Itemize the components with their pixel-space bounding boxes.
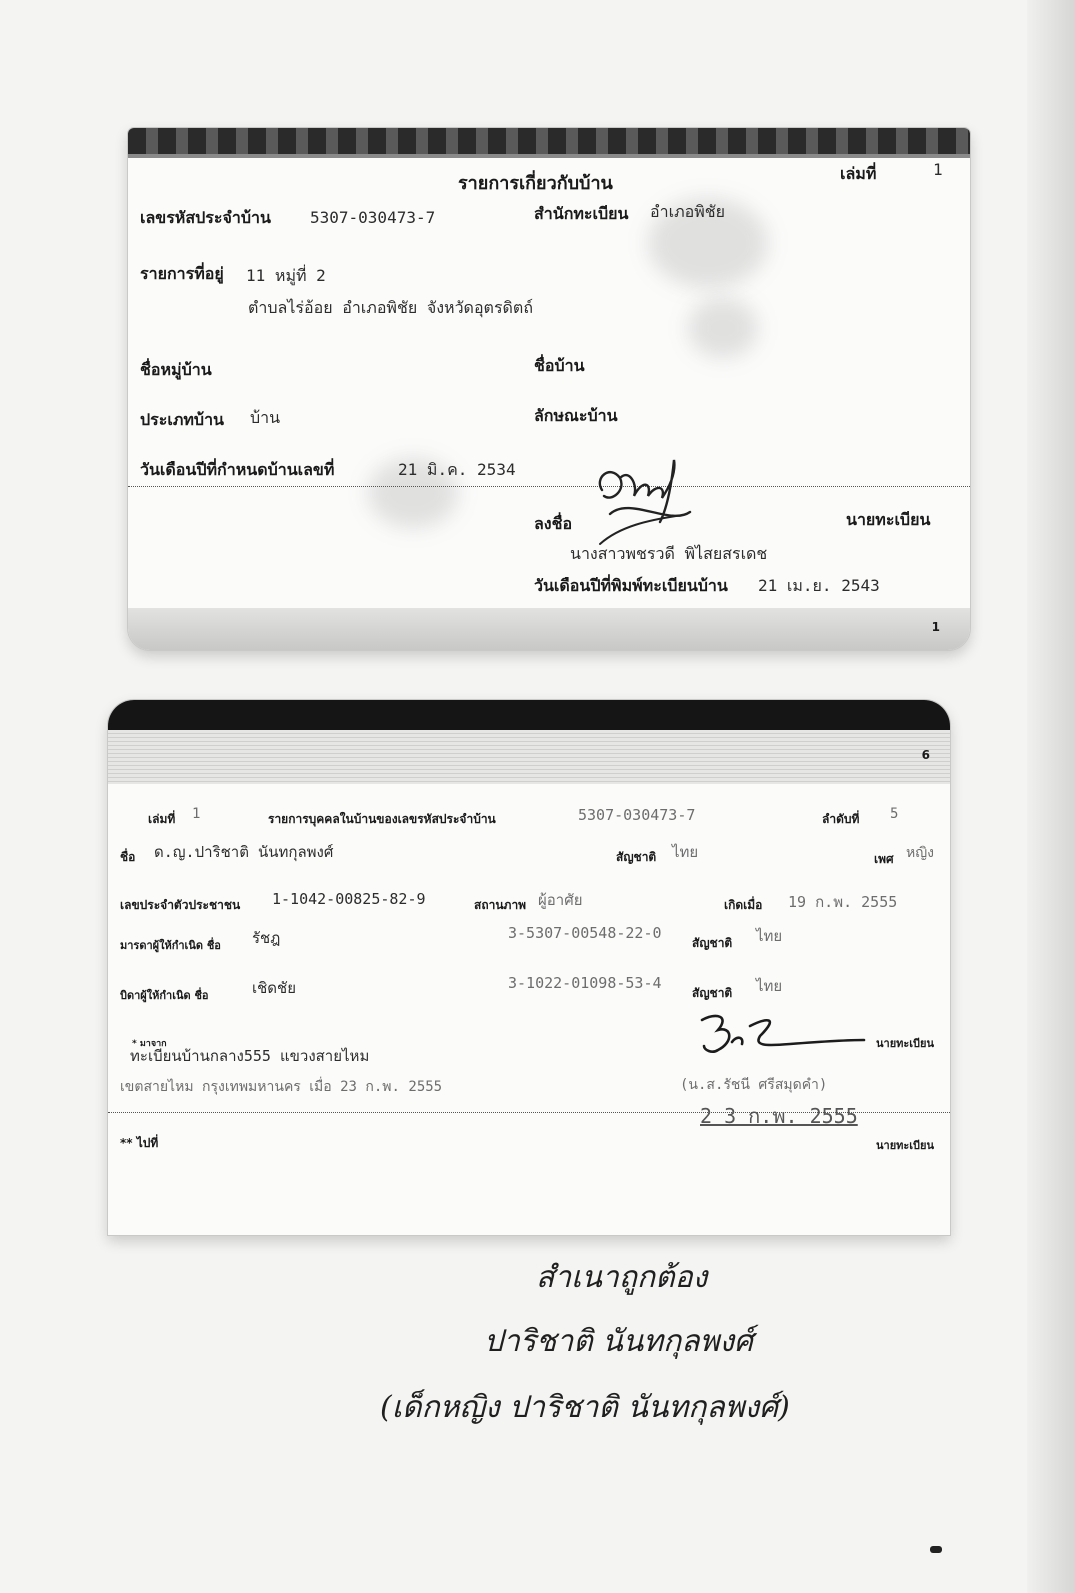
certifier-full-name: (เด็กหญิง ปาริชาติ นันทกุลพงศ์) bbox=[380, 1390, 790, 1425]
number-assigned-date: 21 มิ.ค. 2534 bbox=[398, 460, 516, 479]
status: ผู้อาศัย bbox=[538, 891, 583, 909]
house-code: 5307-030473-7 bbox=[578, 806, 696, 824]
registrar-label: นายทะเบียน bbox=[876, 1037, 935, 1050]
order-label: ลำดับที่ bbox=[822, 812, 860, 826]
card-binding bbox=[128, 128, 970, 154]
book-label: เล่มที่ bbox=[148, 812, 176, 826]
stamp-date: 2 3 ก.พ. 2555 bbox=[700, 1104, 858, 1128]
father-nationality-label: สัญชาติ bbox=[692, 986, 733, 1000]
book-number: 1 bbox=[192, 806, 201, 822]
address-line-2: ตำบลไร่อ้อย อำเภอพิชัย จังหวัดอุตรดิตถ์ bbox=[248, 298, 534, 317]
mother-id: 3-5307-00548-22-0 bbox=[508, 924, 662, 942]
registry-office: อำเภอพิชัย bbox=[650, 202, 725, 221]
mother-name: รัชฎ bbox=[252, 929, 281, 947]
registrar-label-2: นายทะเบียน bbox=[876, 1139, 935, 1152]
house-character-label: ลักษณะบ้าน bbox=[534, 406, 618, 425]
father-nationality: ไทย bbox=[756, 977, 783, 995]
house-code-label: เลขรหัสประจำบ้าน bbox=[140, 208, 271, 227]
house-details-card bbox=[128, 128, 970, 650]
book-label: เล่มที่ bbox=[840, 164, 877, 183]
ink-mark bbox=[930, 1546, 942, 1553]
house-type-label: ประเภทบ้าน bbox=[140, 410, 224, 429]
moved-in-line-2: เขตสายไหม กรุงเทพมหานคร เมื่อ 23 ก.พ. 2555 bbox=[120, 1079, 443, 1095]
citizen-id: 1-1042-00825-82-9 bbox=[272, 890, 426, 908]
house-type: บ้าน bbox=[250, 408, 281, 427]
sex: หญิง bbox=[906, 845, 934, 861]
father-id: 3-1022-01098-53-4 bbox=[508, 974, 662, 992]
order-number: 5 bbox=[890, 806, 899, 822]
certified-copy-text: สำเนาถูกต้อง bbox=[536, 1260, 708, 1295]
father-name: เชิดชัย bbox=[252, 979, 297, 997]
certifier-name: ปาริชาติ นันทกุลพงศ์ bbox=[484, 1324, 754, 1359]
page-number: 6 bbox=[921, 748, 930, 762]
registry-office-label: สำนักทะเบียน bbox=[534, 204, 629, 223]
page-number: 1 bbox=[931, 620, 940, 634]
mother-nationality-label: สัญชาติ bbox=[692, 936, 733, 950]
divider bbox=[128, 486, 970, 487]
registrar-name: นางสาวพชรวดี พิไสยสรเดช bbox=[570, 544, 768, 563]
moved-in-label: * มาจาก bbox=[132, 1039, 167, 1049]
village-name-label: ชื่อหมู่บ้าน bbox=[140, 360, 212, 379]
card-title: รายการเกี่ยวกับบ้าน bbox=[458, 173, 613, 194]
page-edge-shadow bbox=[1027, 0, 1075, 1593]
signed-label: ลงชื่อ bbox=[534, 514, 573, 533]
status-label: สถานภาพ bbox=[474, 898, 527, 912]
nationality: ไทย bbox=[672, 843, 699, 861]
registrar-label: นายทะเบียน bbox=[846, 510, 931, 529]
registrar-signature bbox=[590, 456, 700, 546]
citizen-id-label: เลขประจำตัวประชาชน bbox=[120, 898, 241, 912]
divider bbox=[108, 1112, 950, 1113]
card-bottom-band bbox=[128, 608, 970, 650]
printed-date: 21 เม.ย. 2543 bbox=[758, 576, 880, 595]
born-date: 19 ก.พ. 2555 bbox=[788, 893, 898, 911]
address-label: รายการที่อยู่ bbox=[140, 264, 224, 283]
page-stack-edge bbox=[108, 730, 950, 784]
mother-nationality: ไทย bbox=[756, 927, 783, 945]
card-binding bbox=[108, 700, 950, 730]
moved-in-line-1: ทะเบียนบ้านกลาง555 แขวงสายไหม bbox=[130, 1047, 370, 1065]
moved-out-label: ** ไปที่ bbox=[120, 1136, 159, 1150]
printed-date-label: วันเดือนปีที่พิมพ์ทะเบียนบ้าน bbox=[534, 576, 728, 595]
name-label: ชื่อ bbox=[120, 850, 136, 864]
born-label: เกิดเมื่อ bbox=[724, 898, 763, 912]
person-name: ด.ญ.ปาริชาติ นันทกุลพงศ์ bbox=[154, 843, 334, 861]
registrar-signature bbox=[696, 1006, 866, 1066]
sex-label: เพศ bbox=[874, 852, 894, 866]
mother-label: มารดาผู้ให้กำเนิด ชื่อ bbox=[120, 939, 221, 952]
number-assigned-date-label: วันเดือนปีที่กำหนดบ้านเลขที่ bbox=[140, 460, 335, 479]
house-name-label: ชื่อบ้าน bbox=[534, 356, 585, 375]
address-line-1: 11 หมู่ที่ 2 bbox=[246, 266, 326, 285]
card-title: รายการบุคคลในบ้านของเลขรหัสประจำบ้าน bbox=[268, 812, 496, 826]
house-code: 5307-030473-7 bbox=[310, 208, 436, 227]
registrar-name: (น.ส.รัชนี ศรีสมุดคำ) bbox=[680, 1077, 828, 1093]
book-number: 1 bbox=[933, 160, 943, 179]
person-details-card bbox=[108, 700, 950, 1235]
nationality-label: สัญชาติ bbox=[616, 850, 657, 864]
father-label: บิดาผู้ให้กำเนิด ชื่อ bbox=[120, 989, 209, 1002]
